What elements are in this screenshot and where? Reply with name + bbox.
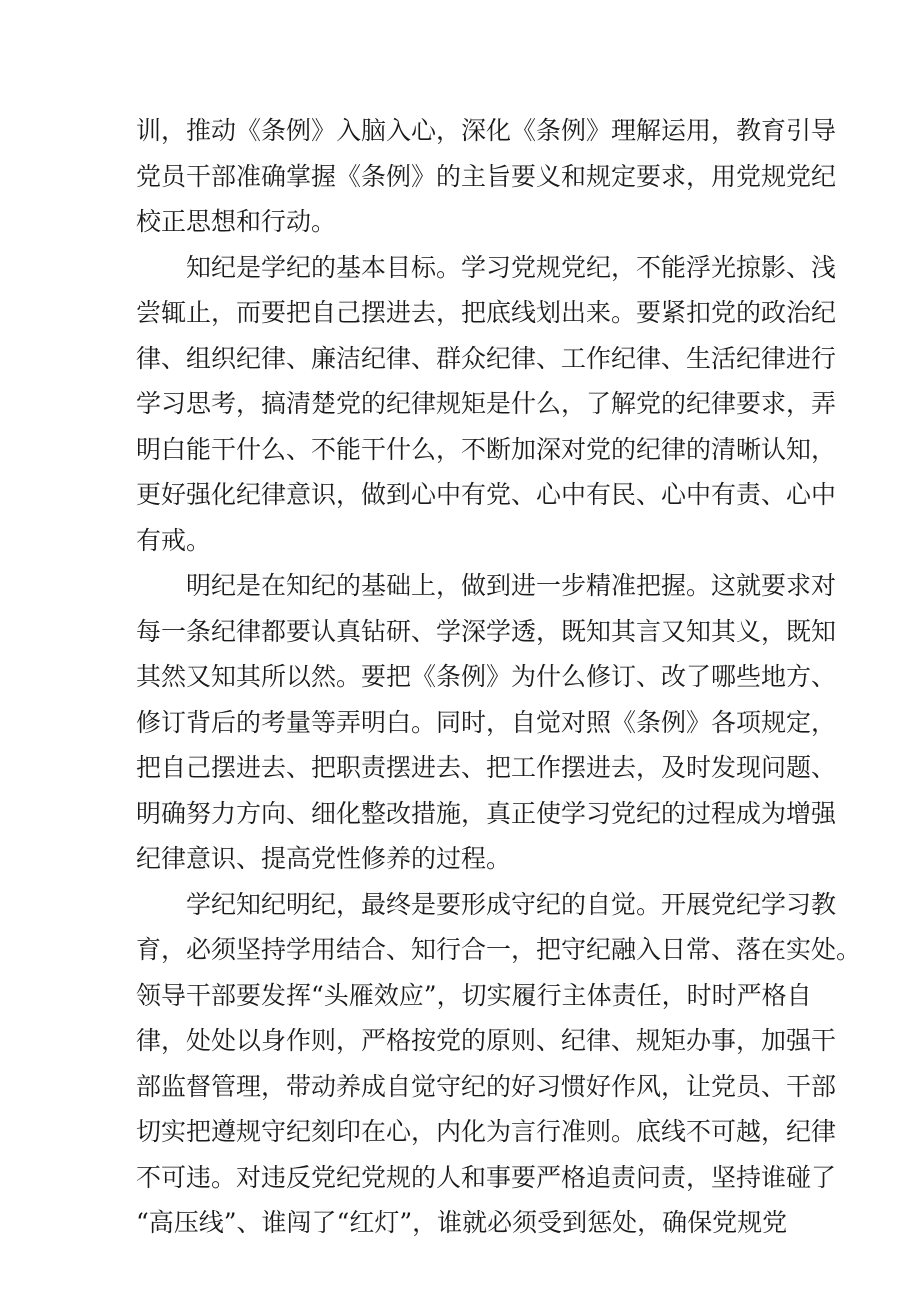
- text-line: 有戒。: [136, 525, 212, 555]
- text-line: 党员干部准确掌握《条例》的主旨要义和规定要求，用党规党纪: [136, 161, 837, 191]
- paragraph: [136, 108, 837, 245]
- text-line: 部监督管理，带动养成自觉守纪的好习惯好作风，让党员、干部: [136, 1071, 837, 1101]
- text-line: 其然又知其所以然。要把《条例》为什么修订、改了哪些地方、: [136, 662, 837, 691]
- text-line: 学习思考，搞清楚党的纪律规矩是什么，了解党的纪律要求，弄: [136, 389, 837, 418]
- paragraph: [136, 245, 837, 564]
- text-line: 纪律意识、提高党性修养的过程。: [136, 844, 512, 873]
- text-line: 不可违。对违反党纪党规的人和事要严格追责问责，坚持谁碰了: [136, 1162, 837, 1192]
- text-line: 律，处处以身作则，严格按党的原则、纪律、规矩办事，加强干: [136, 1026, 837, 1055]
- text-line: 把自己摆进去、把职责摆进去、把工作摆进去，及时发现问题、: [136, 753, 837, 782]
- text-line: 育，必须坚持学用结合、知行合一，把守纪融入日常、落在实处。: [136, 935, 862, 964]
- text-line: 律、组织纪律、廉洁纪律、群众纪律、工作纪律、生活纪律进行: [136, 343, 837, 373]
- text-line: 明白能干什么、不能干什么，不断加深对党的纪律的清晰认知，: [136, 434, 837, 464]
- text-line: 知纪是学纪的基本目标。学习党规党纪，不能浮光掠影、浅: [186, 252, 837, 282]
- text-line: 领导干部要发挥“头雁效应”，切实履行主体责任，时时严格自: [136, 980, 812, 1010]
- text-line: 校正思想和行动。: [136, 207, 337, 236]
- text-line: 切实把遵规守纪刻印在心，内化为言行准则。底线不可越，纪律: [136, 1117, 837, 1146]
- text-line: 修订背后的考量等弄明白。同时，自觉对照《条例》各项规定，: [136, 707, 837, 737]
- text-line: 明纪是在知纪的基础上，做到进一步精准把握。这就要求对: [186, 571, 837, 600]
- text-line: 学纪知纪明纪，最终是要形成守纪的自觉。开展党纪学习教: [186, 889, 837, 919]
- body-text: [136, 108, 862, 1246]
- text-line: 训，推动《条例》入脑入心，深化《条例》理解运用，教育引导: [136, 116, 837, 145]
- text-line: 明确努力方向、细化整改措施，真正使学习党纪的过程成为增强: [136, 798, 837, 828]
- paragraph: [136, 563, 837, 882]
- paragraph: [136, 882, 862, 1246]
- text-line: 每一条纪律都要认真钻研、学深学透，既知其言又知其义，既知: [136, 616, 837, 646]
- text-line: 更好强化纪律意识，做到心中有党、心中有民、心中有责、心中: [136, 480, 837, 509]
- text-line: 尝辄止，而要把自己摆进去，把底线划出来。要紧扣党的政治纪: [136, 298, 837, 327]
- text-line: “高压线”、谁闯了“红灯”，谁就必须受到惩处，确保党规党: [136, 1208, 788, 1237]
